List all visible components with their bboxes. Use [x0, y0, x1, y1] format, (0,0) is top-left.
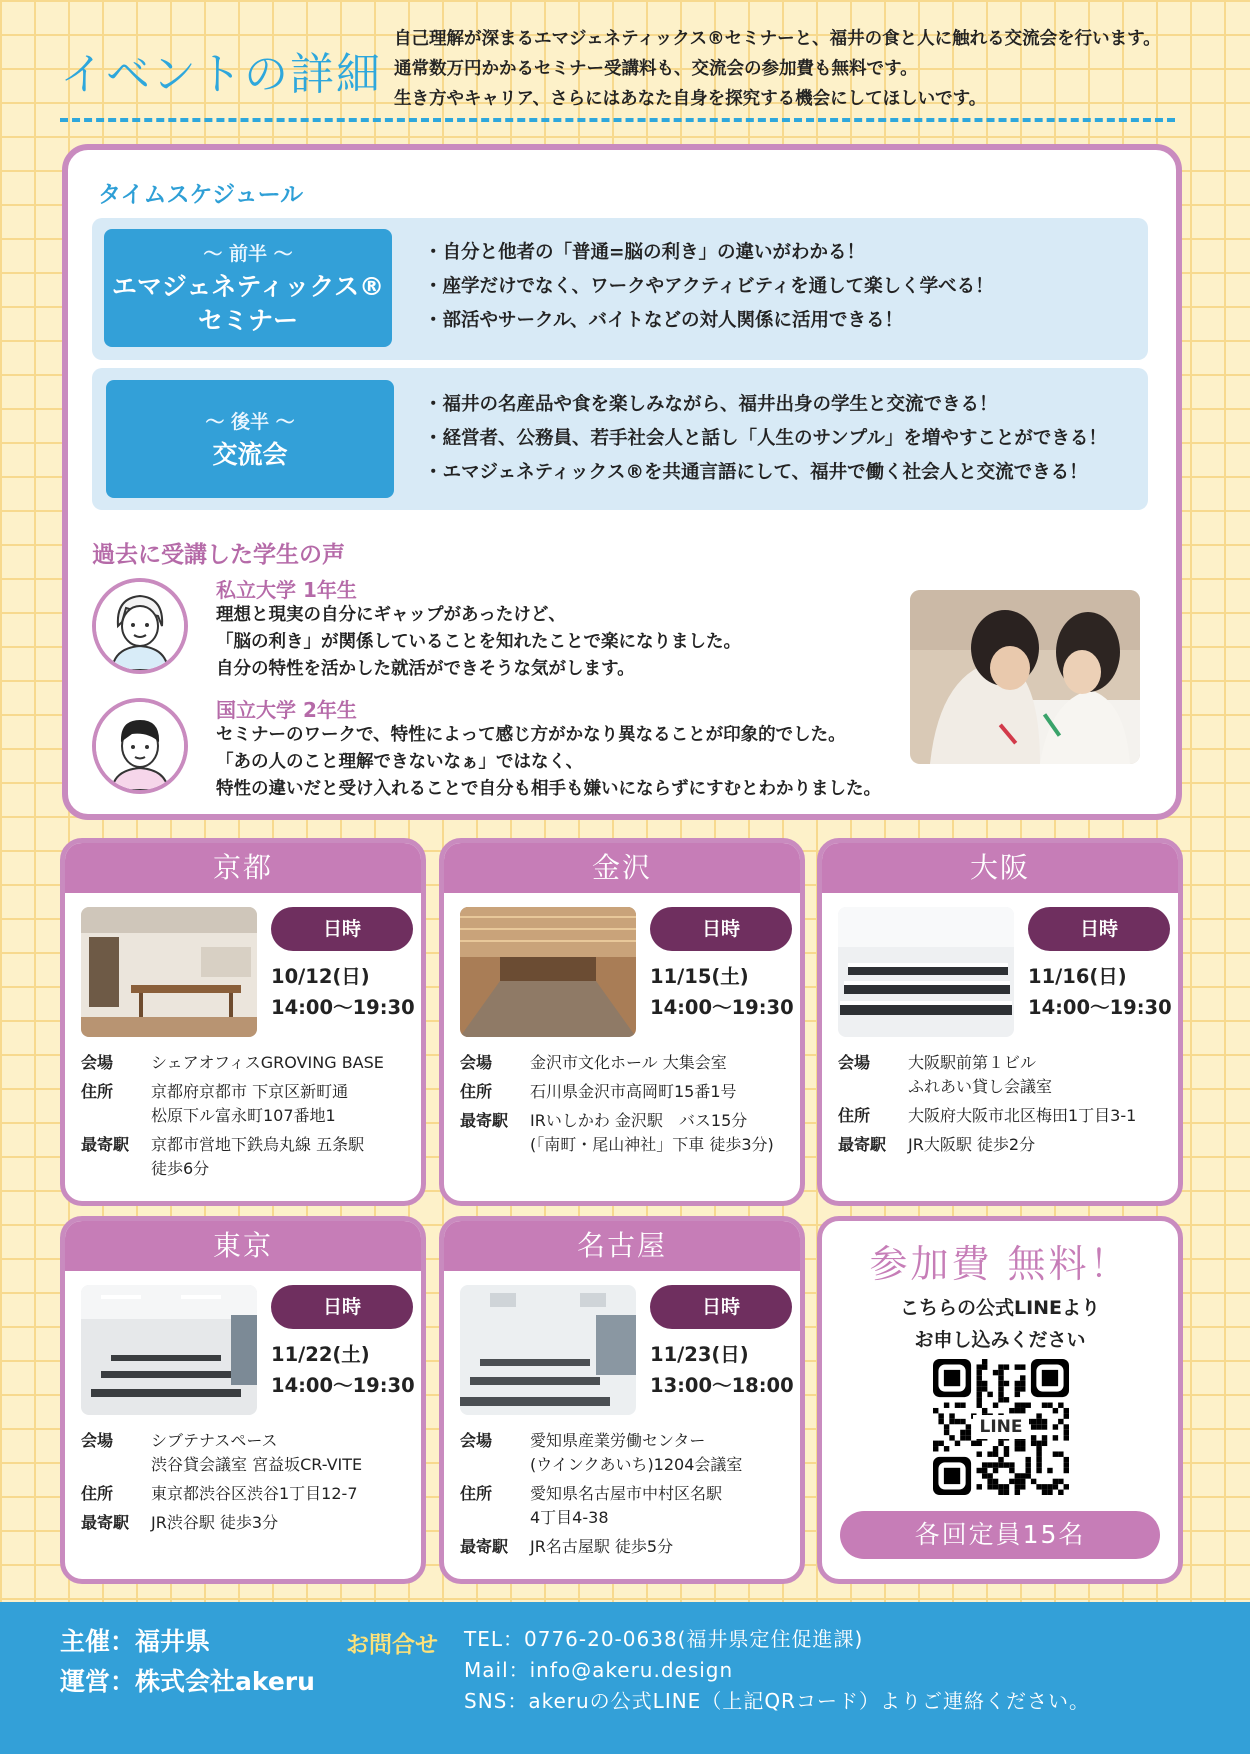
venue-info: 会場 シェアオフィスGROVING BASE 住所 京都府京都市 下京区新町通 松原下ル富永町107番地1 最寄駅 京都市営地下鉄烏丸線 五条駅 徒歩6分 — [81, 1053, 384, 1178]
venue-info: 会場 シブテナスペース 渋谷貸会議室 宮益坂CR-VITE 住所 東京都渋谷区渋谷1丁目12-7 最寄駅 JR渋谷駅 徒歩3分 — [81, 1431, 363, 1532]
datetime-badge: 日時 — [650, 1285, 792, 1329]
venue-datetime: 11/15(土) 14:00〜19:30 — [650, 965, 794, 1019]
contact-tel[interactable]: TEL：0776-20-0638(福井県定住促進課) — [464, 1627, 864, 1651]
venue-datetime: 10/12(日) 14:00〜19:30 — [271, 965, 415, 1019]
venue-datetime: 11/16(日) 14:00〜19:30 — [1028, 965, 1172, 1019]
organizer: 主催：福井県 運営：株式会社akeru — [60, 1627, 315, 1696]
page-title: イベントの詳細 — [60, 49, 382, 100]
datetime-badge: 日時 — [650, 907, 792, 951]
venue-datetime: 11/23(日) 13:00〜18:00 — [650, 1343, 794, 1397]
voice2-who: 国立大学 2年生 — [216, 698, 357, 722]
venue-card-nagoya — [439, 1216, 805, 1584]
venue-photo — [460, 907, 636, 1037]
voices-title: 過去に受講した学生の声 — [92, 542, 345, 568]
avatar-female-icon — [92, 578, 188, 674]
venue-card-osaka — [817, 838, 1183, 1206]
venue-city: 大阪 — [822, 843, 1178, 893]
venue-info: 会場 愛知県産業労働センター (ウインクあいち)1204会議室 住所 愛知県名古屋市中村区名駅 4丁目4-38 最寄駅 JR名古屋駅 徒歩5分 — [460, 1431, 743, 1556]
schedule-second-row — [92, 368, 1148, 510]
venue-photo — [460, 1285, 636, 1415]
schedule-first-label: 〜 前半 〜 エマジェネティックス® セミナー — [104, 229, 392, 347]
contact-mail[interactable]: Mail：info@akeru.design — [464, 1658, 734, 1682]
venue-datetime: 11/22(土) 14:00〜19:30 — [271, 1343, 415, 1397]
venue-card-tokyo — [60, 1216, 426, 1584]
venue-city: 名古屋 — [444, 1221, 800, 1271]
venue-info: 会場 金沢市文化ホール 大集会室 住所 石川県金沢市高岡町15番1号 最寄駅 IRいしかわ 金沢駅 バス15分 (「南町・尾山神社」下車 徒歩3分) — [460, 1053, 774, 1154]
venue-photo — [81, 1285, 257, 1415]
schedule-first-row — [92, 218, 1148, 360]
venue-city: 東京 — [65, 1221, 421, 1271]
voice1-who: 私立大学 1年生 — [216, 578, 357, 602]
schedule-second-label: 〜 後半 〜 交流会 — [106, 380, 394, 498]
datetime-badge: 日時 — [271, 907, 413, 951]
footer — [0, 1602, 1250, 1754]
venue-photo — [81, 907, 257, 1037]
venue-photo — [838, 907, 1014, 1037]
contact-details — [464, 1624, 1090, 1717]
schedule-title: タイムスケジュール — [98, 182, 304, 208]
voice2-text: セミナーのワークで、特性によって感じ方がかなり異なることが印象的でした。 「あの人のこと理解できないなぁ」ではなく、 特性の違いだと受け入れることで自分も相手も嫌いにならずにすむとわかりました。 — [216, 725, 881, 799]
line-qr-code[interactable] — [933, 1359, 1069, 1495]
datetime-badge: 日時 — [271, 1285, 413, 1329]
venue-card-kanazawa — [439, 838, 805, 1206]
fee-card — [817, 1216, 1183, 1584]
venue-info: 会場 大阪駅前第１ビル ふれあい貸し会議室 住所 大阪府大阪市北区梅田1丁目3-1 最寄駅 JR大阪駅 徒歩2分 — [838, 1053, 1137, 1154]
datetime-badge: 日時 — [1028, 907, 1170, 951]
intro-text: 自己理解が深まるエマジェネティックス®セミナーと、福井の食と人に触れる交流会を行います。 通常数万円かかるセミナー受講料も、交流会の参加費も無料です。 生き方やキャリア、さらにはあなた自身を探究する機会にしてほしいです。 — [394, 29, 1161, 109]
fee-title: 参加費 無料！ — [869, 1242, 1131, 1286]
schedule-second-points: ・福井の名産品や食を楽しみながら、福井出身の学生と交流できる！ ・経営者、公務員、若手社会人と話し「人生のサンプル」を増やすことができる！ ・エマジェネティックス®を共通言語にして、福井で働く社会人と交流できる！ — [424, 394, 1107, 483]
capacity-badge: 各回定員15名 — [840, 1511, 1160, 1559]
venue-card-kyoto — [60, 838, 426, 1206]
students-photo — [910, 590, 1140, 764]
divider — [60, 118, 1175, 122]
fee-instructions: こちらの公式LINEより お申し込みください — [899, 1297, 1101, 1351]
avatar-male-icon — [92, 698, 188, 794]
schedule-first-points: ・自分と他者の「普通=脳の利き」の違いがわかる！ ・座学だけでなく、ワークやアクティビティを通して楽しく学べる！ ・部活やサークル、バイトなどの対人関係に活用できる！ — [424, 242, 994, 331]
contact-sns: SNS：akeruの公式LINE（上記QRコード）よりご連絡ください。 — [464, 1689, 1090, 1713]
details-panel — [62, 144, 1182, 820]
qr-line-label: LINE — [973, 1415, 1029, 1439]
voice1-text: 理想と現実の自分にギャップがあったけど、 「脳の利き」が関係していることを知れたことで楽になりました。 自分の特性を活かした就活ができそうな気がします。 — [216, 605, 741, 679]
contact-title: お問合せ — [346, 1632, 438, 1658]
venue-city: 金沢 — [444, 843, 800, 893]
venue-city: 京都 — [65, 843, 421, 893]
